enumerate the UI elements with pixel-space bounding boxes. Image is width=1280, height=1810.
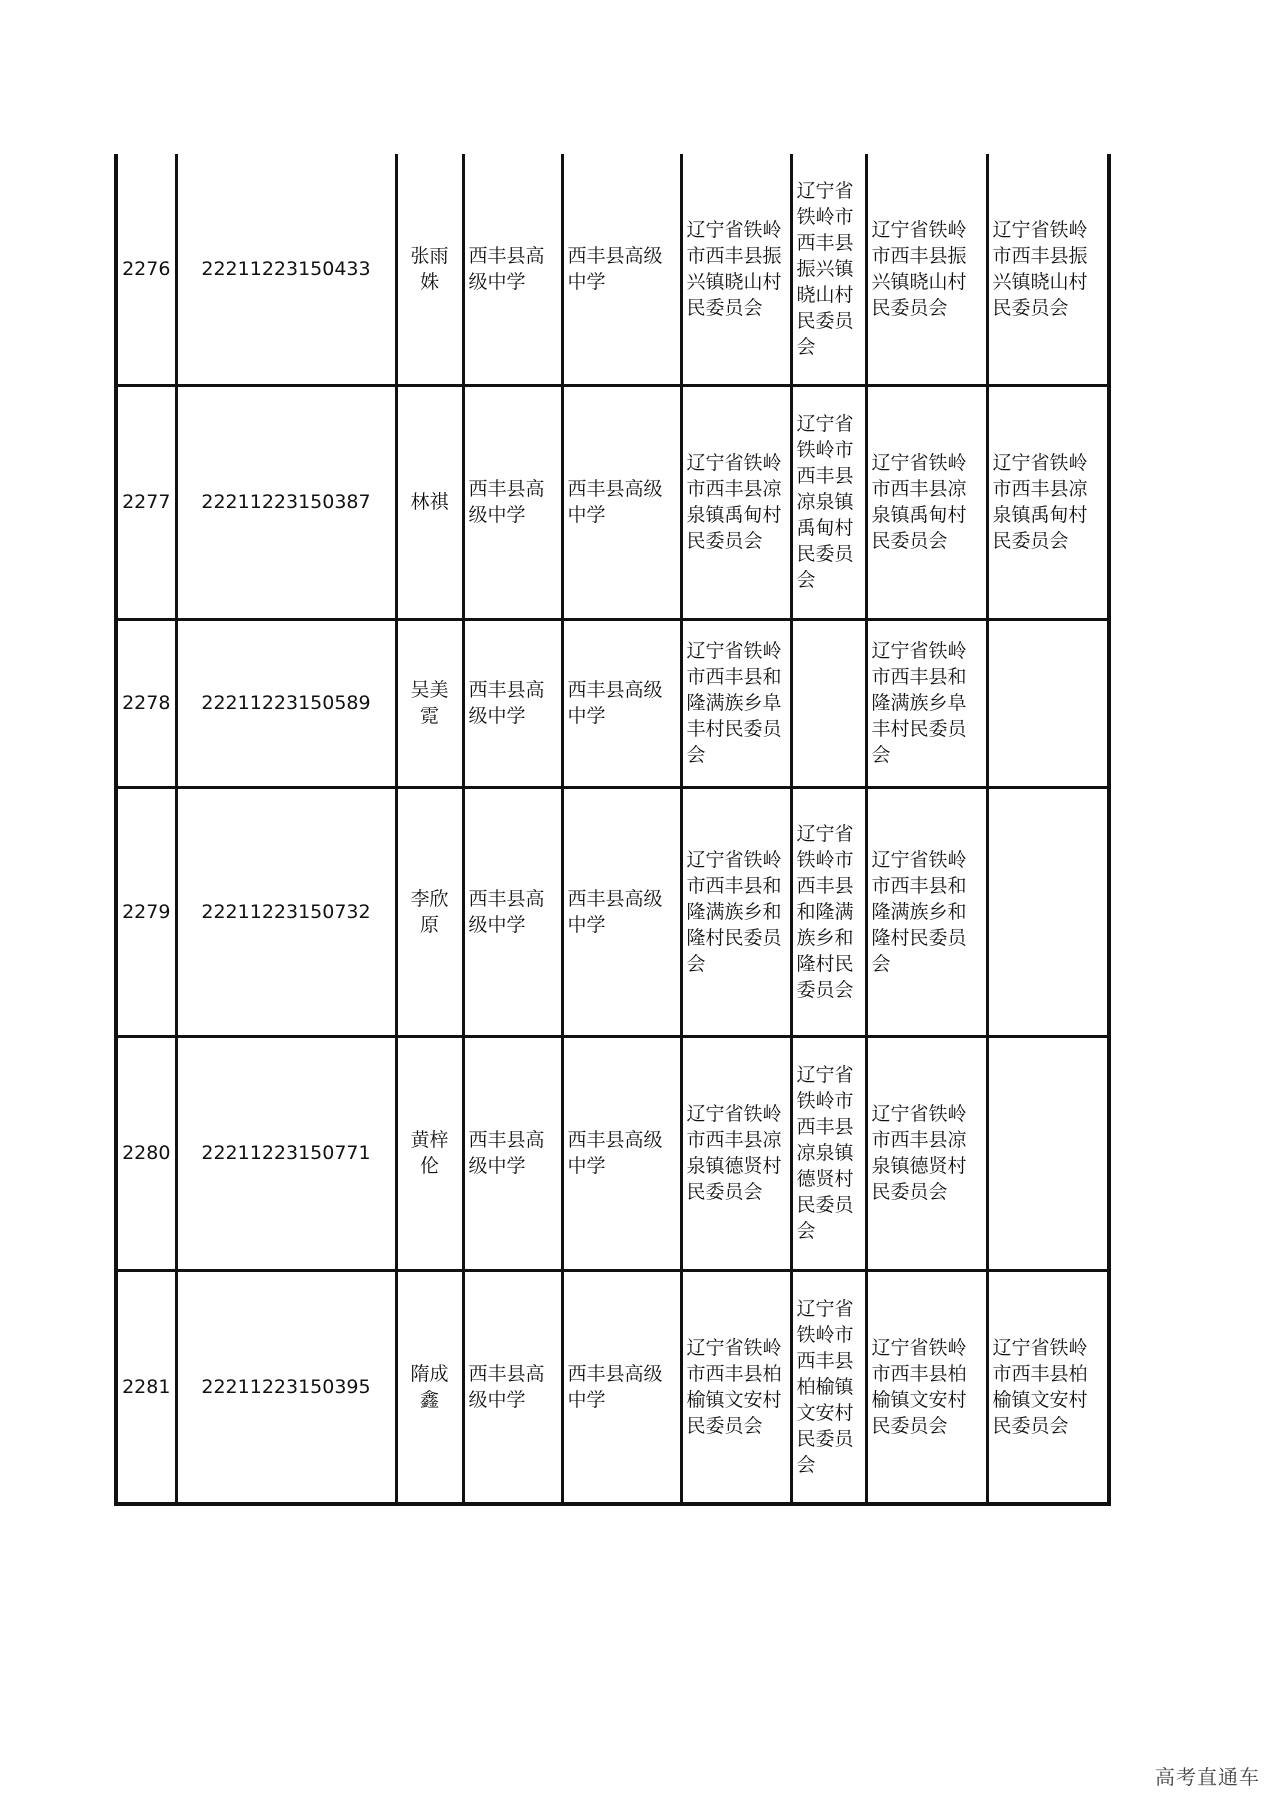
school-cell: 西丰县高级中学	[463, 385, 562, 619]
address-cell-a: 辽宁省铁岭市西丰县柏榆镇文安村民委员会	[681, 1270, 791, 1504]
table-row	[116, 619, 1109, 787]
address-cell-c: 辽宁省铁岭市西丰县凉泉镇德贤村民委员会	[866, 1036, 987, 1270]
school-cell: 西丰县高级中学	[463, 787, 562, 1036]
name-cell: 林祺	[396, 385, 463, 619]
school-cell: 西丰县高级中学	[463, 1270, 562, 1504]
school-cell-2: 西丰县高级中学	[562, 154, 681, 385]
school-cell: 西丰县高级中学	[463, 619, 562, 787]
seq-cell: 2280	[116, 1036, 176, 1270]
id-cell: 22211223150433	[176, 154, 396, 385]
school-cell-2: 西丰县高级中学	[562, 619, 681, 787]
id-cell: 22211223150771	[176, 1036, 396, 1270]
table-row	[116, 385, 1109, 619]
seq-cell: 2281	[116, 1270, 176, 1504]
table-row	[116, 787, 1109, 1036]
school-cell-2: 西丰县高级中学	[562, 1036, 681, 1270]
address-cell-b: 辽宁省铁岭市西丰县柏榆镇文安村民委员会	[791, 1270, 866, 1504]
address-cell-b	[791, 619, 866, 787]
school-cell-2: 西丰县高级中学	[562, 1270, 681, 1504]
address-cell-c: 辽宁省铁岭市西丰县和隆满族乡阜丰村民委员会	[866, 619, 987, 787]
id-cell: 22211223150732	[176, 787, 396, 1036]
address-cell-a: 辽宁省铁岭市西丰县和隆满族乡和隆村民委员会	[681, 787, 791, 1036]
seq-cell: 2276	[116, 154, 176, 385]
table-row	[116, 154, 1109, 385]
address-cell-c: 辽宁省铁岭市西丰县振兴镇晓山村民委员会	[866, 154, 987, 385]
school-cell: 西丰县高级中学	[463, 154, 562, 385]
address-cell-b: 辽宁省铁岭市西丰县凉泉镇德贤村民委员会	[791, 1036, 866, 1270]
table-row	[116, 1036, 1109, 1270]
seq-cell: 2278	[116, 619, 176, 787]
seq-cell: 2279	[116, 787, 176, 1036]
address-cell-a: 辽宁省铁岭市西丰县凉泉镇德贤村民委员会	[681, 1036, 791, 1270]
address-cell-c: 辽宁省铁岭市西丰县和隆满族乡和隆村民委员会	[866, 787, 987, 1036]
name-cell: 张雨姝	[396, 154, 463, 385]
address-cell-d	[987, 787, 1109, 1036]
watermark-text: 高考直通车	[1155, 1765, 1260, 1789]
address-cell-b: 辽宁省铁岭市西丰县振兴镇晓山村民委员会	[791, 154, 866, 385]
id-cell: 22211223150387	[176, 385, 396, 619]
address-cell-b: 辽宁省铁岭市西丰县和隆满族乡和隆村民委员会	[791, 787, 866, 1036]
name-cell: 黄梓伦	[396, 1036, 463, 1270]
student-table	[114, 154, 1111, 1506]
school-cell-2: 西丰县高级中学	[562, 385, 681, 619]
address-cell-a: 辽宁省铁岭市西丰县凉泉镇禹甸村民委员会	[681, 385, 791, 619]
name-cell: 吴美霓	[396, 619, 463, 787]
table-row	[116, 1270, 1109, 1504]
address-cell-a: 辽宁省铁岭市西丰县和隆满族乡阜丰村民委员会	[681, 619, 791, 787]
school-cell-2: 西丰县高级中学	[562, 787, 681, 1036]
name-cell: 隋成鑫	[396, 1270, 463, 1504]
address-cell-d	[987, 1036, 1109, 1270]
address-cell-b: 辽宁省铁岭市西丰县凉泉镇禹甸村民委员会	[791, 385, 866, 619]
id-cell: 22211223150589	[176, 619, 396, 787]
address-cell-d: 辽宁省铁岭市西丰县振兴镇晓山村民委员会	[987, 154, 1109, 385]
name-cell: 李欣原	[396, 787, 463, 1036]
address-cell-a: 辽宁省铁岭市西丰县振兴镇晓山村民委员会	[681, 154, 791, 385]
address-cell-d: 辽宁省铁岭市西丰县凉泉镇禹甸村民委员会	[987, 385, 1109, 619]
address-cell-c: 辽宁省铁岭市西丰县柏榆镇文安村民委员会	[866, 1270, 987, 1504]
school-cell: 西丰县高级中学	[463, 1036, 562, 1270]
address-cell-c: 辽宁省铁岭市西丰县凉泉镇禹甸村民委员会	[866, 385, 987, 619]
address-cell-d	[987, 619, 1109, 787]
id-cell: 22211223150395	[176, 1270, 396, 1504]
address-cell-d: 辽宁省铁岭市西丰县柏榆镇文安村民委员会	[987, 1270, 1109, 1504]
seq-cell: 2277	[116, 385, 176, 619]
